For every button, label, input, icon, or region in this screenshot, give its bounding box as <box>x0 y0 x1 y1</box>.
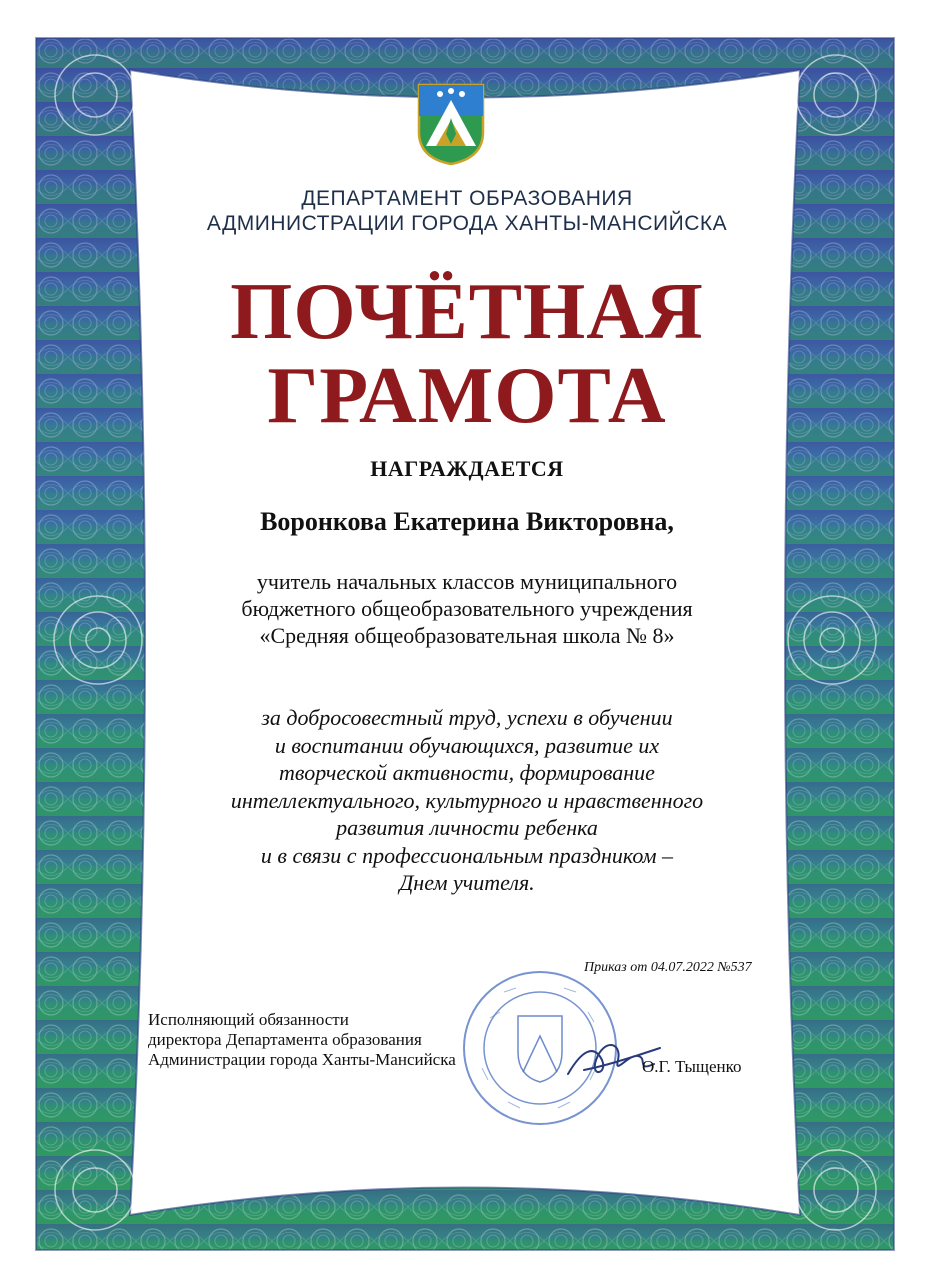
department-name <box>112 186 822 236</box>
coat-of-arms-icon <box>416 82 486 166</box>
awarded-heading: НАГРАЖДАЕТСЯ <box>370 456 564 481</box>
signatory-name: О.Г. Тыщенко <box>642 1057 742 1076</box>
reason-line: развития личности ребенка <box>336 815 598 840</box>
position-line: «Средняя общеобразовательная школа № 8» <box>259 623 675 648</box>
signatory-title-line: Администрации города Ханты-Мансийска <box>148 1050 456 1069</box>
reason-line: интеллектуального, культурного и нравственного <box>230 787 704 813</box>
position-line: бюджетного общеобразовательного учреждения <box>241 596 693 621</box>
reason-line: и воспитании обучающихся, развитие их <box>274 732 660 758</box>
reason-line: Днем учителя. <box>399 870 535 895</box>
department-line-1: ДЕПАРТАМЕНТ ОБРАЗОВАНИЯ <box>301 187 633 210</box>
reason-line: за добросовестный труд, успехи в обучении <box>261 705 673 730</box>
reason-line: и в связи с профессиональным праздником – <box>260 842 674 868</box>
signature-block <box>148 1010 528 1070</box>
title-line-1: ПОЧЁТНАЯ <box>230 268 704 356</box>
department-line-2: АДМИНИСТРАЦИИ ГОРОДА ХАНТЫ-МАНСИЙСКА <box>206 212 728 235</box>
signatory-title-line: Исполняющий обязанности <box>148 1010 349 1029</box>
position-line: учитель начальных классов муниципального <box>256 569 678 594</box>
reason-line: творческой активности, формирование <box>279 760 655 785</box>
order-reference: Приказ от 04.07.2022 №537 <box>584 960 752 975</box>
title-line-2: ГРАМОТА <box>267 352 667 440</box>
recipient-position <box>112 568 822 649</box>
recipient-name: Воронкова Екатерина Викторовна, <box>260 507 674 536</box>
award-reason <box>112 704 822 897</box>
signatory-title-line: директора Департамента образования <box>148 1030 422 1049</box>
certificate-content <box>112 0 822 1280</box>
